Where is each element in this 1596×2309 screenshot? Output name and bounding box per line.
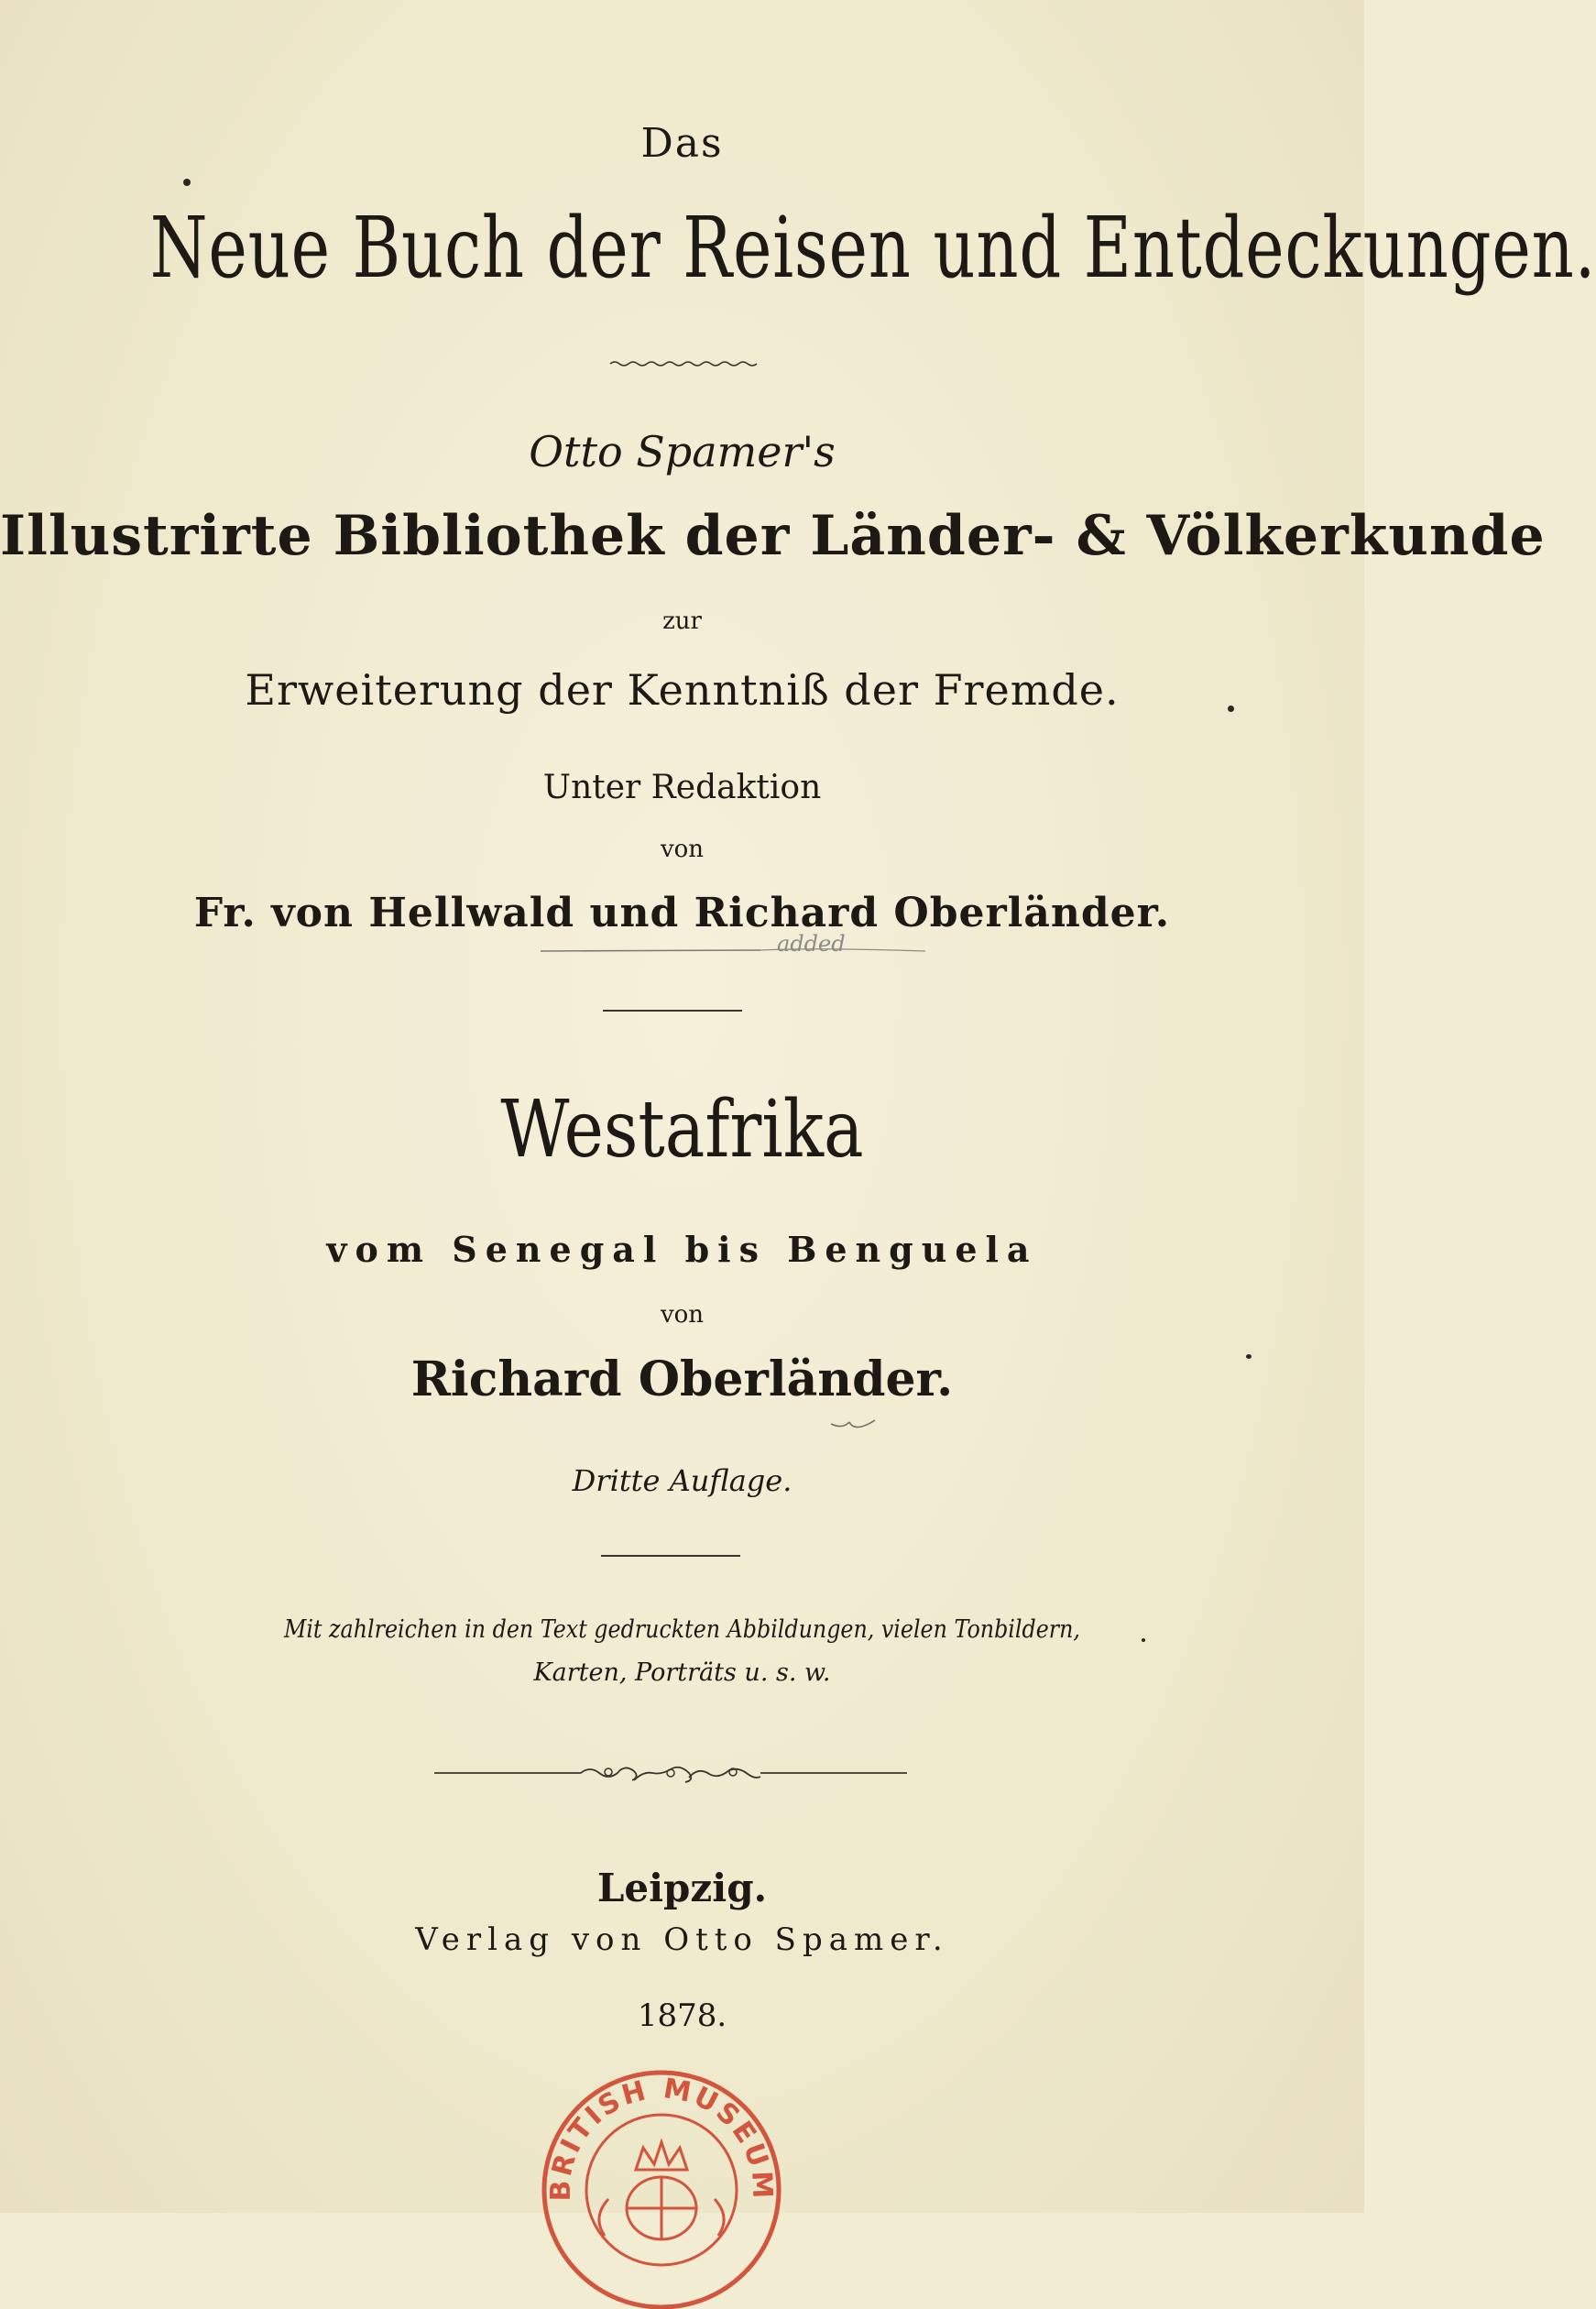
publisher-series: Otto Spamer's <box>529 427 836 476</box>
british-museum-stamp <box>533 2052 790 2309</box>
ornamental-divider <box>434 1759 907 1787</box>
author-name: Richard Oberländer. <box>410 1351 954 1407</box>
year-label: 1878. <box>637 1997 727 2034</box>
stamp-text: BRITISH MUSEUM <box>544 2073 779 2202</box>
von-label-2: von <box>660 1301 705 1329</box>
zur-label: zur <box>662 607 702 635</box>
crown-icon <box>599 2142 724 2239</box>
editorship-label: Unter Redaktion <box>542 769 822 806</box>
edition-label: Dritte Auflage. <box>572 1463 793 1498</box>
paper-speck <box>1246 1354 1252 1359</box>
handwritten-note: added <box>777 931 846 957</box>
library-title: Illustrirte Bibliothek der Länder- & Völkerkunde <box>0 504 1546 568</box>
editors-line: Fr. von Hellwald und Richard Oberländer. <box>193 890 1171 936</box>
paper-speck <box>1228 706 1234 712</box>
paper-speck <box>183 179 191 186</box>
paper-speck <box>1142 1638 1145 1642</box>
extension-line: Erweiterung der Kenntniß der Fremde. <box>245 665 1120 715</box>
place-label: Leipzig. <box>596 1866 768 1910</box>
illustrations-line-1: Mit zahlreichen in den Text gedruckten Abbildungen, vielen Tonbildern, <box>284 1615 1080 1644</box>
main-title: Neue Buch der Reisen und Entdeckungen. <box>149 199 1596 297</box>
divider-rule-1 <box>603 1010 742 1012</box>
subtitle: vom Senegal bis Benguela <box>326 1229 1038 1270</box>
illustrations-line-2: Karten, Porträts u. s. w. <box>533 1658 831 1687</box>
pencil-underline <box>541 931 935 966</box>
von-label-1: von <box>660 836 705 863</box>
divider-rule-2 <box>601 1555 740 1557</box>
pencil-mark <box>829 1418 877 1437</box>
wavy-rule-top <box>610 359 757 368</box>
book-title: Westafrika <box>500 1084 864 1176</box>
publisher-label: Verlag von Otto Spamer. <box>415 1921 949 1958</box>
das-label: Das <box>640 120 724 167</box>
